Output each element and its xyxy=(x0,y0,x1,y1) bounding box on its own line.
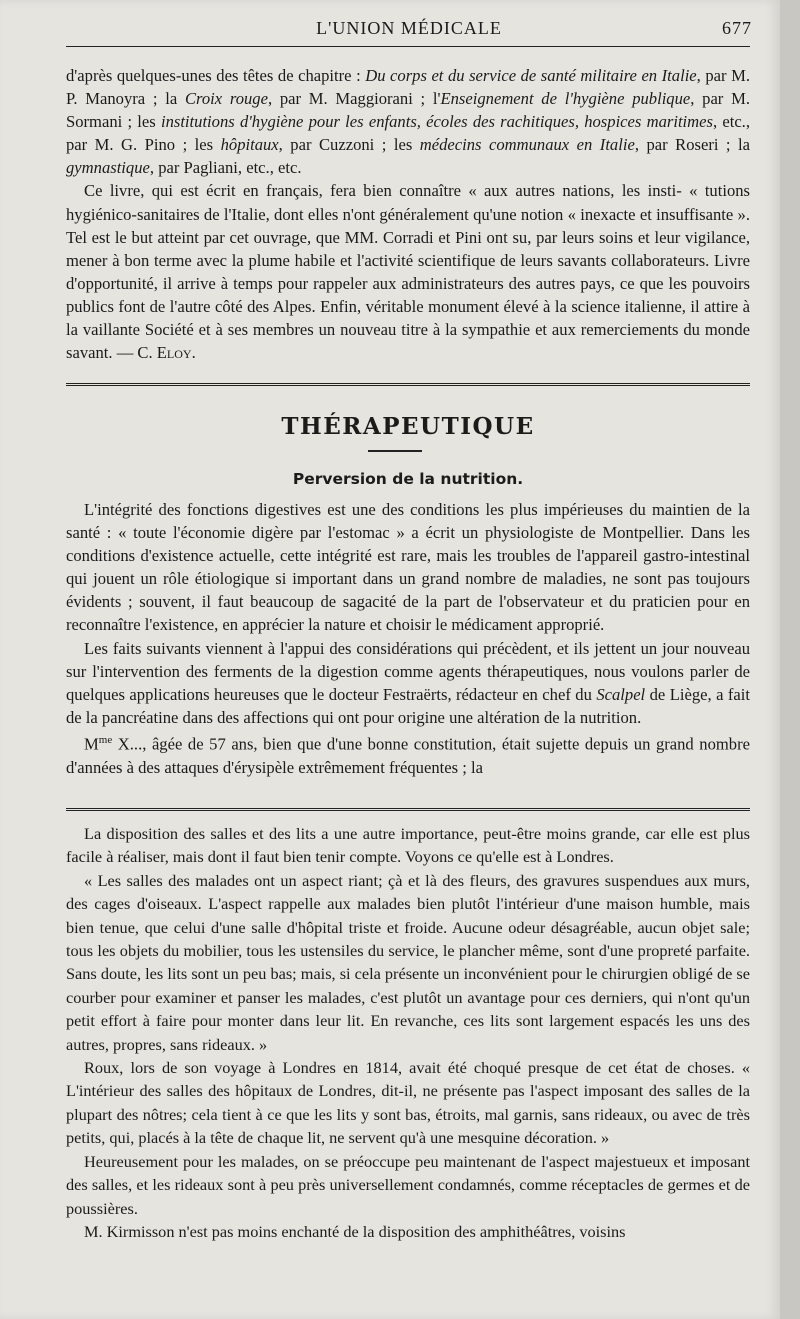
feuilleton-paragraph-4: Heureusement pour les malades, on se préoccupe peu maintenant de l'aspect majestueux et imposant des salles, et les rideaux sont à peu près universellement condamnés, comme réceptacles de germes et de poussières. xyxy=(66,1151,750,1218)
article-paragraph-2 xyxy=(66,637,750,729)
text-run: , par Roseri ; la xyxy=(634,135,751,155)
italic-title: Du corps et du service de santé militaire en Italie xyxy=(365,66,697,85)
superscript: me xyxy=(98,733,113,746)
text-run: , par M. P. Manoyra ; la xyxy=(66,66,750,109)
review-paragraph-2 xyxy=(66,179,750,364)
running-header xyxy=(66,18,752,42)
italic-title: institutions d'hygiène pour les enfants, écoles des rachitiques, hospices maritimes xyxy=(160,112,713,132)
feuilleton-divider xyxy=(66,808,750,811)
text-run: , etc., par M. G. Pino ; les xyxy=(66,112,750,155)
text-run: M xyxy=(84,734,99,754)
text-run: X..., âgée de 57 ans, bien que d'une bonne constitution, était sujette depuis un grand nombre d'années à des attaques d'érysipèle extrêmement fréquentes ; la xyxy=(66,734,750,777)
title-underline xyxy=(368,450,422,452)
feuilleton-paragraph-1: La disposition des salles et des lits a une autre importance, peut-être moins grande, car elle est plus facile à réaliser, mais dont il faut bien tenir compte. Voyons ce qu'elle est à Londres. xyxy=(66,824,750,867)
header-rule xyxy=(66,46,750,47)
review-paragraph-1 xyxy=(66,64,750,179)
journal-title: L'UNION MÉDICALE xyxy=(316,18,502,38)
text-run: Ce livre, qui est écrit en français, fera bien connaître « aux autres nations, les insti- « tutions hygiénico-sanitaires de l'Italie, dont elles n'ont généralement qu'une notion « inexacte et insuffisante ». Tel est le but atteint par cet ouvrage, que MM. Corradi et Pini ont su, par leurs soins et leur vigilance, mener à bon terme avec la plume habile et l'activité scientifique de leurs savants collaborateurs. Livre d'opportunité, il arrive à temps pour rappeler aux administrateurs des autres pays, ce que les pouvoirs publics font de l'autre côté des Alpes. Enfin, véritable monument élevé à la science italienne, il attire à la vaillante Société et à ses membres un nouveau titre à la sympathie et aux remerciements du monde savant. — C. xyxy=(66,181,750,363)
italic-title: médecins communaux en Italie xyxy=(419,135,635,155)
text-run: , par M. Sormani ; les xyxy=(66,89,750,132)
text-run: Les faits suivants viennent à l'appui des considérations qui précèdent, et ils jettent un jour nouveau sur l'intervention des ferments de la digestion comme agents thérapeutiques, nous voulons parler de quelques applications heureuses que le docteur Festraërts, rédacteur en chef du xyxy=(66,638,750,704)
section-divider xyxy=(66,383,750,386)
text-run: , par M. Maggiorani ; l' xyxy=(267,89,441,109)
page-number: 677 xyxy=(722,18,752,38)
text-run: , par Pagliani, etc., etc. xyxy=(149,158,302,178)
italic-title: Enseignement de l'hygiène publique xyxy=(440,89,691,109)
feuilleton-paragraph-5: M. Kirmisson n'est pas moins enchanté de la disposition des amphithéâtres, voisins xyxy=(84,1221,626,1241)
italic-title: gymnastique xyxy=(66,158,150,178)
text-run: de Liège, a fait de la pancréatine dans des affections qui ont pour origine une altération de la nutrition. xyxy=(66,684,750,727)
therapeutique-article xyxy=(66,498,750,779)
section-title: THÉRAPEUTIQUE xyxy=(281,413,535,440)
feuilleton-section xyxy=(66,822,750,1243)
article-paragraph-3 xyxy=(66,729,750,779)
text-run: , par Cuzzoni ; les xyxy=(278,135,420,155)
text-run: d'après quelques-unes des têtes de chapitre : xyxy=(66,66,366,85)
section-subtitle: Perversion de la nutrition. xyxy=(292,470,524,488)
author-signature: Eloy. xyxy=(156,343,196,363)
italic-title: Scalpel xyxy=(596,684,646,704)
feuilleton-paragraph-3: Roux, lors de son voyage à Londres en 1814, avait été choqué presque de cet état de choses. « L'intérieur des salles des hôpitaux de Londres, dit-il, ne présente pas l'aspect imposant des salles de la plupart des nôtres; cela tient à ce que les lits y sont bas, étroits, mal garnis, sans rideaux, ou avec de très petits, qui, placés à la tête de chaque lit, ne servent qu'à une mesquine décoration. » xyxy=(66,1058,750,1148)
italic-title: Croix rouge xyxy=(184,89,268,109)
feuilleton-paragraph-2: « Les salles des malades ont un aspect riant; çà et là des fleurs, des gravures suspendues aux murs, des cages d'oiseaux. L'aspect rappelle aux malades bien plutôt l'intérieur d'une maison humble, mais bien tenue, que celui d'une salle d'hôpital triste et froide. Aucune odeur désagréable, aucun objet sale; tous les objets du mobilier, tous les ustensiles du service, le plancher même, sont d'une propreté parfaite. Sans doute, les lits sont un peu bas; mais, si cela présente un inconvénient pour le chirurgien obligé de se courber pour examiner et panser les malades, c'est plutôt un avantage pour ces derniers, qui n'ont qu'un petit effort à faire pour monter dans leur lit. En revanche, ces lits sont largement espacés les uns des autres, propres, sans rideaux. » xyxy=(66,870,750,1054)
italic-title: hôpitaux xyxy=(220,135,279,155)
book-review-section xyxy=(66,64,750,364)
article-paragraph-1: L'intégrité des fonctions digestives est une des conditions les plus impérieuses du maintien de la santé : « toute l'économie digère par l'estomac » a écrit un physiologiste de Montpellier. Dans les conditions d'existence actuelle, cette intégrité est rare, mais les troubles de l'appareil gastro-intestinal qui jouent un rôle étiologique si important dans un grand nombre de maladies, ne sont pas toujours évidents ; souvent, il faut beaucoup de sagacité de la part de l'observateur et du praticien pour en reconnaître l'existence, en apprécier la nature et choisir le médicament approprié. xyxy=(66,500,750,635)
